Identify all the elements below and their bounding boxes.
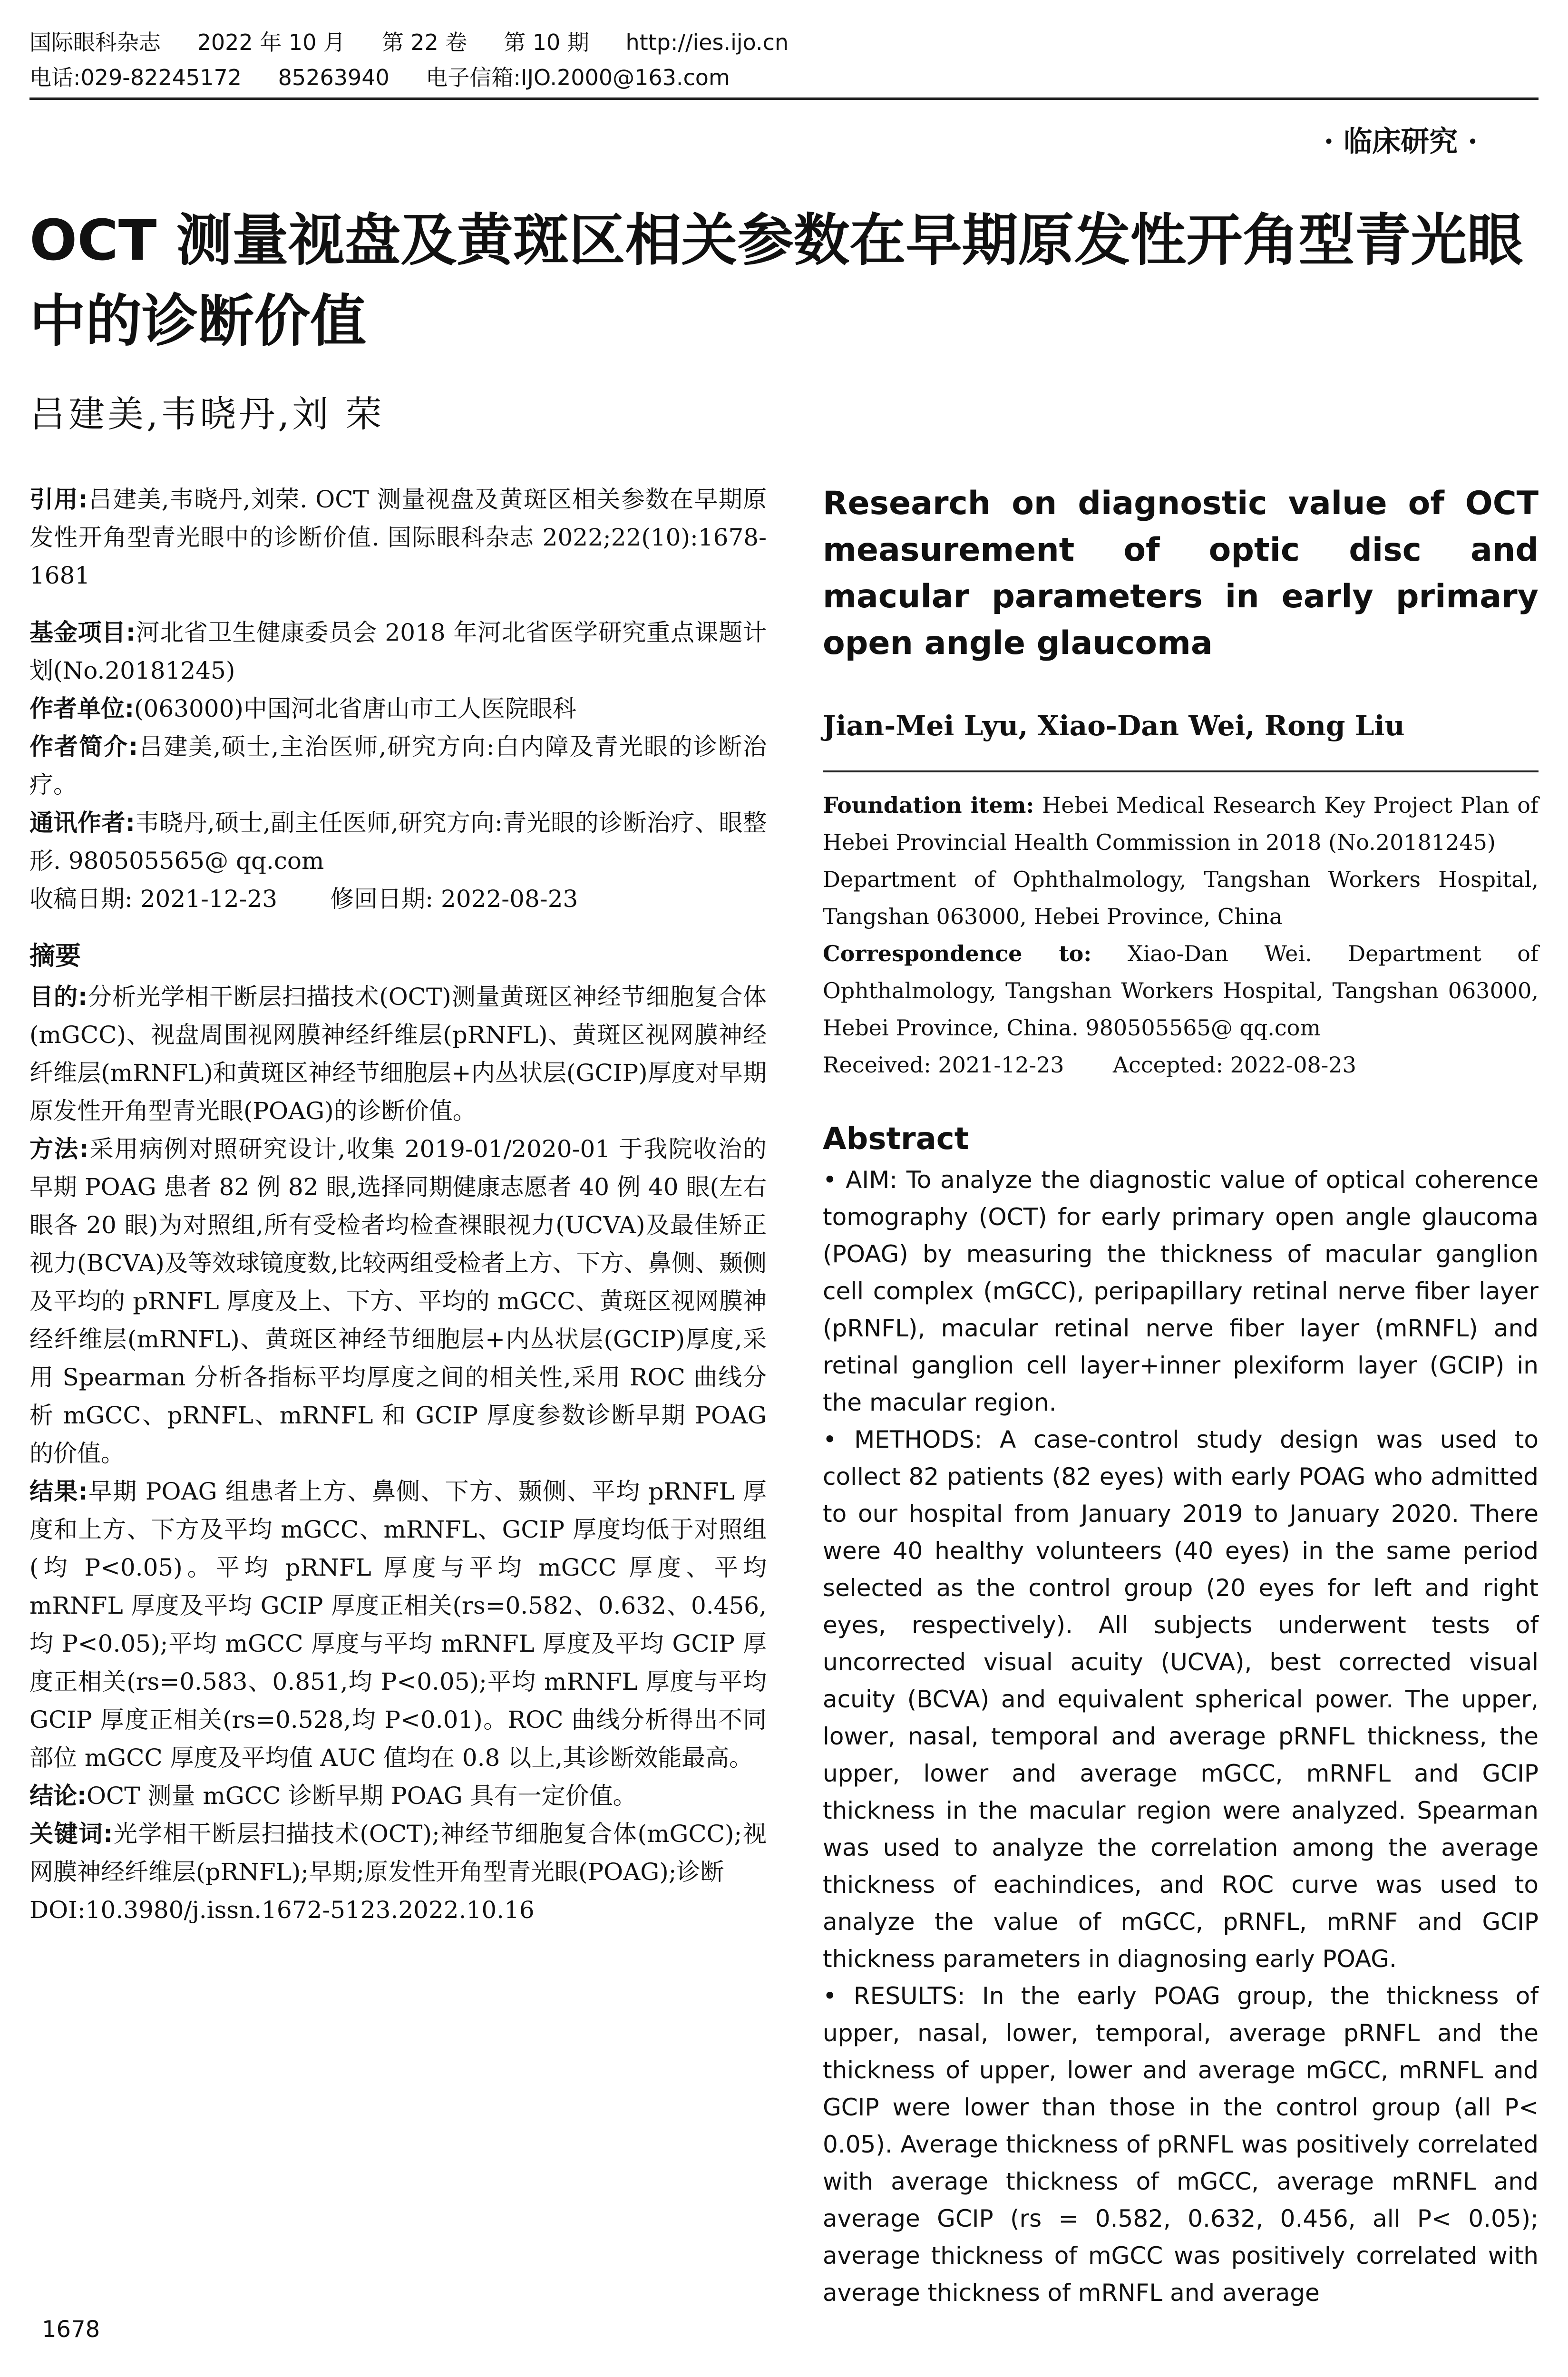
journal-url[interactable]: http://ies.ijo.cn	[625, 29, 789, 55]
abstract-conclusion: 结论:OCT 测量 mGCC 诊断早期 POAG 具有一定价值。	[29, 1782, 637, 1810]
dates: 收稿日期: 2021-12-23 修回日期: 2022-08-23	[29, 885, 578, 913]
abstract-method: 方法:采用病例对照研究设计,收集 2019-01/2020-01 于我院收治的早期 POAG 患者 82 例 82 眼,选择同期健康志愿者 40 例 40 眼(左右眼各 20 眼)为对照组,所有受检者均检查裸眼视力(UCVA)及最佳矫正视力(BCVA)及等效球镜度数,比较两组受检者上方、下方、鼻侧、颞侧及平均的 pRNFL 厚度及上、下方、平均的 mGCC、黄斑区视网膜神经纤维层(mRNFL)、黄斑区神经节细胞层+内丛状层(GCIP)厚度,采用 Spearman 分析各指标平均厚度之间的相关性,采用 ROC 曲线分析 mGCC、pRNFL、mRNFL 和 GCIP 厚度参数诊断早期 POAG 的价值。	[29, 1135, 767, 1467]
email[interactable]: 电子信箱:IJO.2000@163.com	[426, 65, 730, 90]
abstract-en-aim: • AIM: To analyze the diagnostic value of optical coherence tomography (OCT) for early primary open angle glaucoma (POAG) by measuring the thickness of macular ganglion cell complex (mGCC), peripapillary retinal nerve fiber layer (pRNFL), macular retinal nerve fiber layer (mRNFL) and retinal ganglion cell layer+inner plexiform layer (GCIP) in the macular region.	[823, 1166, 1539, 1416]
author-bio: 作者简介:吕建美,硕士,主治医师,研究方向:白内障及青光眼的诊断治疗。	[29, 733, 767, 799]
doi[interactable]: DOI:10.3980/j.issn.1672-5123.2022.10.16	[29, 1896, 535, 1924]
page-number: 1678	[42, 2316, 100, 2343]
journal-name: 国际眼科杂志	[29, 29, 161, 55]
abstract-result: 结果:早期 POAG 组患者上方、鼻侧、下方、颞侧、平均 pRNFL 厚度和上方、下方及平均 mGCC、mRNFL、GCIP 厚度均低于对照组(均 P<0.05)。平均 pRNFL 厚度与平均 mGCC 厚度、平均 mRNFL 厚度及平均 GCIP 厚度正相关(rs=0.582、0.632、0.456,均 P<0.05);平均 mGCC 厚度与平均 mRNFL 厚度及平均 GCIP 厚度正相关(rs=0.583、0.851,均 P<0.05);平均 mRNFL 厚度与平均 GCIP 厚度正相关(rs=0.528,均 P<0.01)。ROC 曲线分析得出不同部位 mGCC 厚度及平均值 AUC 值均在 0.8 以上,其诊断效能最高。	[29, 1478, 767, 1772]
phone: 电话:029-82245172	[29, 65, 242, 90]
english-authors: Jian-Mei Lyu, Xiao-Dan Wei, Rong Liu	[823, 710, 1405, 742]
fund-item: 基金项目:河北省卫生健康委员会 2018 年河北省医学研究重点课题计划(No.20181245)	[29, 619, 767, 684]
abstract-heading-cn: 摘要	[29, 941, 81, 971]
issue-date: 2022 年 10 月	[197, 29, 346, 55]
left-column	[29, 480, 767, 1929]
authors-cn: 吕建美,韦晓丹,刘 荣	[29, 393, 385, 435]
keywords: 关键词:光学相干断层扫描技术(OCT);神经节细胞复合体(mGCC);视网膜神经纤维层(pRNFL);早期;原发性开角型青光眼(POAG);诊断	[29, 1820, 767, 1886]
english-meta	[823, 787, 1539, 1083]
abstract-en-methods: • METHODS: A case-control study design was used to collect 82 patients (82 eyes) with early POAG who admitted to our hospital from January 2019 to January 2020. There were 40 healthy volunteers (40 eyes) in the same period selected as the control group (20 eyes for left and right eyes, respectively). All subjects underwent tests of uncorrected visual acuity (UCVA), best corrected visual acuity (BCVA) and equivalent spherical power. The upper, lower, nasal, temporal and average pRNFL thickness, the upper, lower and average mGCC, mRNFL and GCIP thickness in the macular region were analyzed. Spearman was used to analyze the correlation among the average thickness of eachindices, and ROC curve was used to analyze the value of mGCC, pRNFL, mRNF and GCIP thickness parameters in diagnosing early POAG.	[823, 1426, 1539, 1973]
received-accepted: Received: 2021-12-23 Accepted: 2022-08-23	[823, 1052, 1356, 1078]
abstract-heading-en: Abstract	[823, 1121, 969, 1157]
section-tag: · 临床研究 ·	[1324, 125, 1478, 158]
author-unit: 作者单位:(063000)中国河北省唐山市工人医院眼科	[29, 695, 576, 722]
running-header	[29, 25, 909, 95]
issue-number: 第 10 期	[504, 29, 589, 55]
article-title: OCT 测量视盘及黄斑区相关参数在早期原发性开角型青光眼中的诊断价值	[29, 207, 1523, 354]
phone-2: 85263940	[278, 65, 390, 90]
corresponding-author: 通讯作者:韦晓丹,硕士,副主任医师,研究方向:青光眼的诊断治疗、眼整形. 980505565@ qq.com	[29, 809, 767, 875]
abstract-aim: 目的:分析光学相干断层扫描技术(OCT)测量黄斑区神经节细胞复合体(mGCC)、视盘周围视网膜神经纤维层(pRNFL)、黄斑区视网膜神经纤维层(mRNFL)和黄斑区神经节细胞层+内丛状层(GCIP)厚度对早期原发性开角型青光眼(POAG)的诊断价值。	[29, 983, 767, 1125]
header-rule	[29, 97, 1539, 100]
english-title: Research on diagnostic value of OCT measurement of optic disc and macular parameters in early primary open angle glaucoma	[823, 485, 1539, 662]
abstract-en-results: • RESULTS: In the early POAG group, the thickness of upper, nasal, lower, temporal, average pRNFL and the thickness of upper, lower and average mGCC, mRNFL and GCIP were lower than those in the control group (all P< 0.05). Average thickness of pRNFL was positively correlated with average thickness of mGCC, average mRNFL and average GCIP (rs = 0.582, 0.632, 0.456, all P< 0.05); average thickness of mGCC was positively correlated with average thickness of mRNFL and average	[823, 1982, 1539, 2307]
volume: 第 22 卷	[381, 29, 467, 55]
english-rule	[823, 770, 1539, 772]
foundation-item: Foundation item: Hebei Medical Research Key Project Plan of Hebei Provincial Health Commission in 2018 (No.20181245)	[823, 792, 1539, 855]
abstract-en	[823, 1161, 1539, 2311]
department: Department of Ophthalmology, Tangshan Workers Hospital, Tangshan 063000, Hebei Province, China	[823, 867, 1539, 929]
right-column	[823, 480, 1539, 2311]
citation: 引用:吕建美,韦晓丹,刘荣. OCT 测量视盘及黄斑区相关参数在早期原发性开角型青光眼中的诊断价值. 国际眼科杂志 2022;22(10):1678-1681	[29, 486, 767, 589]
correspondence: Correspondence to: Xiao-Dan Wei. Department of Ophthalmology, Tangshan Workers Hospital, Tangshan 063000, Hebei Province, China. 980505565@ qq.com	[823, 941, 1539, 1041]
